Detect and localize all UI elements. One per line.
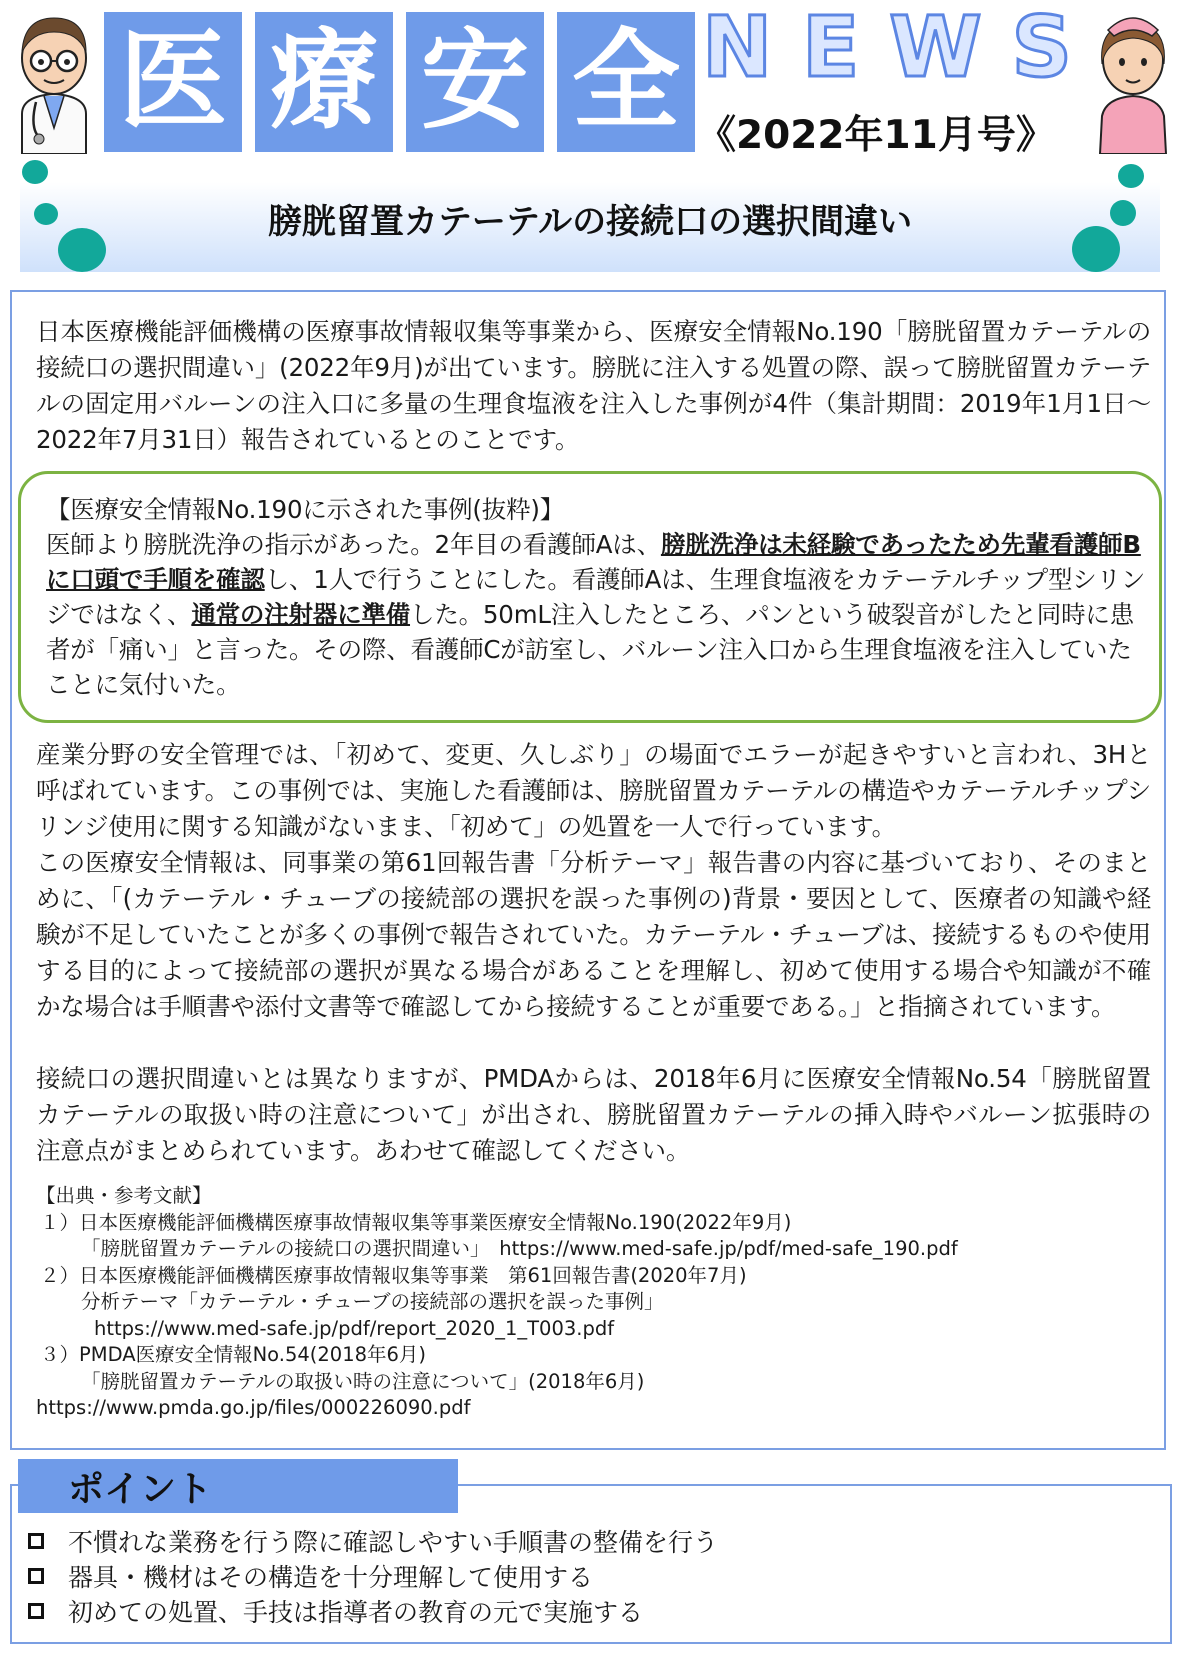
point-item <box>28 1523 718 1559</box>
case-heading: 【医療安全情報No.190に示された事例(抜粋)】 <box>46 495 565 524</box>
title-char-2: 療 <box>255 12 393 152</box>
reference-2: ２）日本医療機能評価機構医療事故情報収集等事業 第61回報告書(2020年7月) <box>40 1263 747 1287</box>
checkbox-icon <box>28 1533 44 1549</box>
point-text: 不慣れな業務を行う際に確認しやすい手順書の整備を行う <box>68 1528 719 1557</box>
title-char-3: 安 <box>406 12 544 152</box>
point-item <box>28 1558 593 1594</box>
intro-paragraph: 日本医療機能評価機構の医療事故情報収集等事業から、医療安全情報No.190「膀胱留置カテーテルの接続口の選択間違い」(2022年9月)が出ています。膀胱に注入する処置の際、誤って膀胱留置カテーテルの固定用バルーンの注入口に多量の生理食塩液を注入した事例が4件（集計期間：2019年1月1日～2022年7月31日）報告されているとのことです。 <box>36 317 1151 454</box>
decor-dot <box>1118 164 1144 188</box>
reference-2-detail: 分析テーマ「カテーテル・チューブの接続部の選択を誤った事例」 <box>81 1290 664 1313</box>
body-paragraph-3: 接続口の選択間違いとは異なりますが、PMDAからは、2018年6月に医療安全情報No.54「膀胱留置カテーテルの取扱い時の注意について」が出され、膀胱留置カテーテルの挿入時やバルーン拡張時の注意点がまとめられています。あわせて確認してください。 <box>36 1064 1151 1165</box>
issue-date: 《2022年11月号》 <box>697 113 1055 158</box>
news-letter-n: N <box>702 0 773 96</box>
news-letter-s: S <box>1011 0 1072 96</box>
page-subtitle: 膀胱留置カテーテルの接続口の選択間違い <box>267 202 913 242</box>
reference-2-url: https://www.med-safe.jp/pdf/report_2020_1_T003.pdf <box>94 1316 615 1340</box>
news-letter-e: E <box>802 0 860 96</box>
references-heading: 【出典・参考文献】 <box>36 1184 212 1207</box>
point-text: 初めての処置、手技は指導者の教育の元で実施する <box>68 1598 644 1627</box>
doctor-illustration <box>8 6 100 158</box>
reference-3-url: https://www.pmda.go.jp/files/000226090.pdf <box>36 1396 471 1419</box>
reference-1: １）日本医療機能評価機構医療事故情報収集等事業医療安全情報No.190(2022年9月) <box>40 1210 792 1234</box>
body-paragraph-1: 産業分野の安全管理では、「初めて、変更、久しぶり」の場面でエラーが起きやすいと言われ、3Hと呼ばれています。この事例では、実施した看護師は、膀胱留置カテーテルの構造やカテーテルチップシリンジ使用に関する知識がないまま、「初めて」の処置を一人で行っています。 <box>36 740 1151 841</box>
title-char-1: 医 <box>104 12 242 152</box>
case-emphasis-2: 通常の注射器に準備 <box>191 600 411 629</box>
point-item <box>28 1593 643 1629</box>
case-text <box>46 492 1146 702</box>
reference-3: ３）PMDA医療安全情報No.54(2018年6月) <box>40 1343 427 1366</box>
checkbox-icon <box>28 1568 44 1584</box>
case-text-1: 医師より膀胱洗浄の指示があった。2年目の看護師Aは、 <box>46 530 661 559</box>
case-emphasis-1: 膀胱洗浄は未経験であったため先輩看護師Bに口頭で手順を確認 <box>46 530 1141 594</box>
case-text-2: し、1人で行うことにした。看護師Aは、生理食塩液をカテーテルチップ型シリンジではなく、 <box>46 565 1146 629</box>
nurse-illustration <box>1090 4 1176 158</box>
news-wordmark <box>702 0 1072 96</box>
news-letter-w: W <box>889 0 982 96</box>
points-label: ポイント <box>18 1459 458 1513</box>
reference-3-detail: 「膀胱留置カテーテルの取扱い時の注意について」(2018年6月) <box>81 1369 645 1393</box>
references <box>36 1183 1146 1422</box>
case-text-3: した。50mL注入したところ、パンという破裂音がしたと同時に患者が「痛い」と言った。その際、看護師Cが訪室し、バルーン注入口から生理食塩液を注入していたことに気付いた。 <box>46 600 1135 699</box>
point-text: 器具・機材はその構造を十分理解して使用する <box>68 1563 594 1592</box>
checkbox-icon <box>28 1603 44 1619</box>
title-char-4: 全 <box>557 12 695 152</box>
reference-1-detail: 「膀胱留置カテーテルの接続口の選択間違い」 https://www.med-safe.jp/pdf/med-safe_190.pdf <box>81 1237 958 1260</box>
decor-dot <box>22 160 48 184</box>
body-paragraph-2: この医療安全情報は、同事業の第61回報告書「分析テーマ」報告書の内容に基づいており、そのまとめに、「(カテーテル・チューブの接続部の選択を誤った事例の)背景・要因として、医療者の知識や経験が不足していたことが多くの事例で報告されていた。カテーテル・チューブは、接続するものや使用する目的によって接続部の選択が異なる場合があることを理解し、初めて使用する場合や知識が不確かな場合は手順書や添付文書等で確認してから接続することが重要である。」と指摘されています。 <box>36 848 1151 1021</box>
